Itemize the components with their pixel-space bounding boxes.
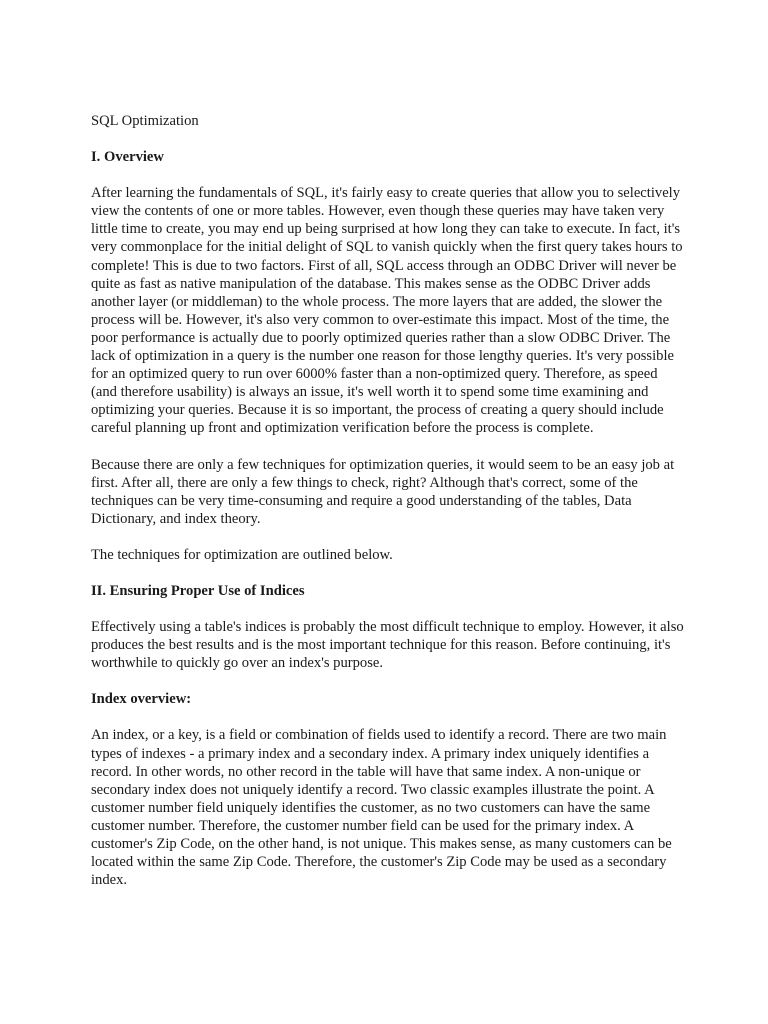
document-title: SQL Optimization (91, 113, 199, 129)
paragraph-indices: Effectively using a table's indices is probably the most difficult technique to employ. However, it also produces the best results and is the most important technique for this reason. Before continuing, it's worthwhile to quickly go over an index's purpose. (91, 619, 684, 672)
paragraph-techniques-outline: The techniques for optimization are outlined below. (91, 546, 393, 563)
paragraph-techniques-intro: Because there are only a few techniques for optimization queries, it would seem to be an easy job at first. After all, there are only a few things to check, right? Although that's correct, some of the techniques can be very time-consuming and require a good understanding of the tables, Data Dictionary, and index theory. (91, 456, 675, 527)
paragraph-index-overview: An index, or a key, is a field or combination of fields used to identify a record. There are two main types of indexes - a primary index and a secondary index. A primary index uniquely identifies a record. In other words, no other record in the table will have that same index. A non-unique or secondary index does not uniquely identify a record. Two classic examples illustrate the point. A customer number field uniquely identifies the customer, as no two customers can have the same customer number. Therefore, the customer number field can be used for the primary index. A customer's Zip Code, on the other hand, is not unique. This makes sense, as many customers can be located within the same Zip Code. Therefore, the customer's Zip Code may be used as a secondary index. (91, 727, 672, 889)
document-body (91, 112, 687, 907)
heading-overview: I. Overview (91, 149, 164, 166)
heading-indices: II. Ensuring Proper Use of Indices (91, 582, 305, 599)
paragraph-overview: After learning the fundamentals of SQL, it's fairly easy to create queries that allow you to selectively view the contents of one or more tables. However, even though these queries may have taken very little time to create, you may end up being surprised at how long they can take to execute. In fact, it's very commonplace for the initial delight of SQL to vanish quickly when the first query takes hours to complete! This is due to two factors. First of all, SQL access through an ODBC Driver will never be quite as fast as native manipulation of the database. This makes sense as the ODBC Driver adds another layer (or middleman) to the whole process. The more layers that are added, the slower the process will be. However, it's also very common to over-estimate this impact. Most of the time, the poor performance is actually due to poorly optimized queries rather than a slow ODBC Driver. The lack of optimization in a query is the number one reason for those lengthy queries. It's very possible for an optimized query to run over 6000% faster than a non-optimized query. Therefore, as speed (and therefore usability) is always an issue, it's well worth it to spend some time examining and optimizing your queries. Because it is so important, the process of creating a query should include careful planning up front and optimization verification before the process is complete. (91, 185, 683, 437)
heading-index-overview: Index overview: (91, 691, 192, 708)
